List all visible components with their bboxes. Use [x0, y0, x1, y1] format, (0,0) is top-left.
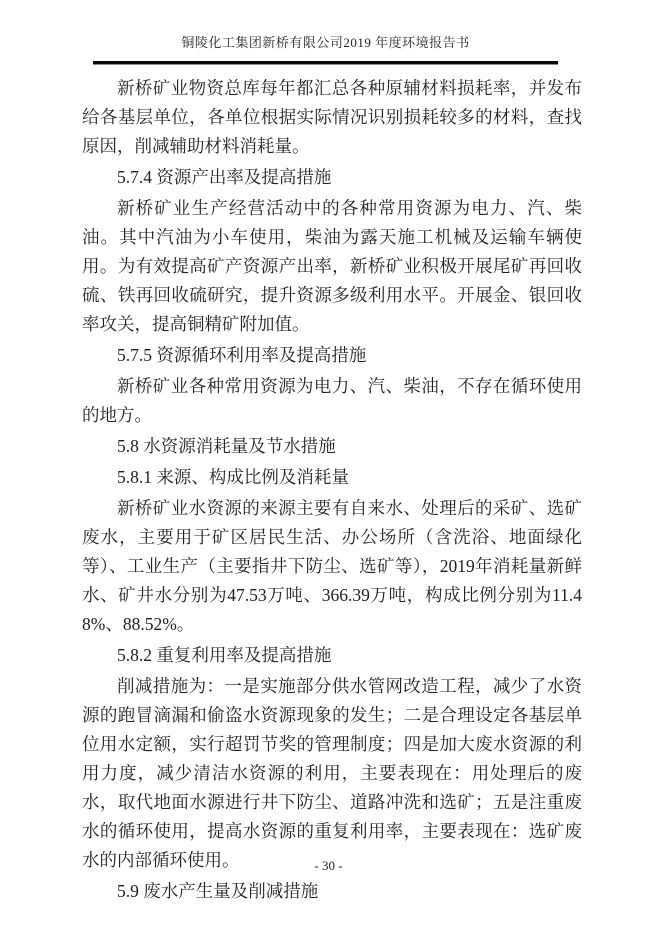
body-paragraph: 新桥矿业生产经营活动中的各种常用资源为电力、汽、柴油。其中汽油为小车使用，柴油为露天施工机械及运输车辆使用。为有效提高矿产资源产出率，新桥矿业积极开展尾矿再回收硫、铁再回收硫研究，提升资源多级利用水平。开展金、银回收率攻关，提高铜精矿附加值。 [82, 198, 582, 334]
section-heading-5-8-1: 5.8.1 来源、构成比例及消耗量 [117, 467, 349, 487]
body-paragraph: 新桥矿业各种常用资源为电力、汽、柴油，不存在循环使用的地方。 [82, 376, 582, 425]
page-footer [0, 858, 657, 874]
section-heading-5-8-2: 5.8.2 重复利用率及提高措施 [117, 645, 332, 665]
section-heading-5-8: 5.8 水资源消耗量及节水措施 [117, 436, 336, 456]
page-header [93, 0, 558, 65]
header-title: 铜陵化工集团新桥有限公司2019 年度环境报告书 [181, 35, 470, 50]
header-rule [93, 61, 558, 65]
header-rule-thin-line [93, 64, 558, 65]
body-paragraph: 削减措施为：一是实施部分供水管网改造工程，减少了水资源的跑冒滴漏和偷盗水资源现象的发生；二是合理设定各基层单位用水定额，实行超罚节奖的管理制度；四是加大废水资源的利用力度，减少清洁水资源的利用，主要表现在：用处理后的废水，取代地面水源进行井下防尘、道路冲洗和选矿；五是注重废水的循环使用，提高水资源的重复利用率，主要表现在：选矿废水的内部循环使用。 [82, 676, 582, 870]
section-heading-5-7-4: 5.7.4 资源产出率及提高措施 [117, 167, 332, 187]
section-heading-5-7-5: 5.7.5 资源循环利用率及提高措施 [117, 345, 367, 365]
body-paragraph: 新桥矿业水资源的来源主要有自来水、处理后的采矿、选矿废水，主要用于矿区居民生活、办公场所（含洗浴、地面绿化等）、工业生产（主要指井下防尘、选矿等），2019年消耗量新鲜水、矿井水分别为47.53万吨、366.39万吨，构成比例分别为11.48%、88.52%。 [82, 498, 582, 634]
section-heading-5-9: 5.9 废水产生量及削减措施 [117, 881, 319, 901]
document-body [82, 74, 582, 908]
body-paragraph: 新桥矿业物资总库每年都汇总各种原辅材料损耗率，并发布给各基层单位，各单位根据实际情况识别损耗较多的材料，查找原因，削减辅助材料消耗量。 [82, 78, 582, 156]
page-number: - 30 - [314, 858, 343, 873]
